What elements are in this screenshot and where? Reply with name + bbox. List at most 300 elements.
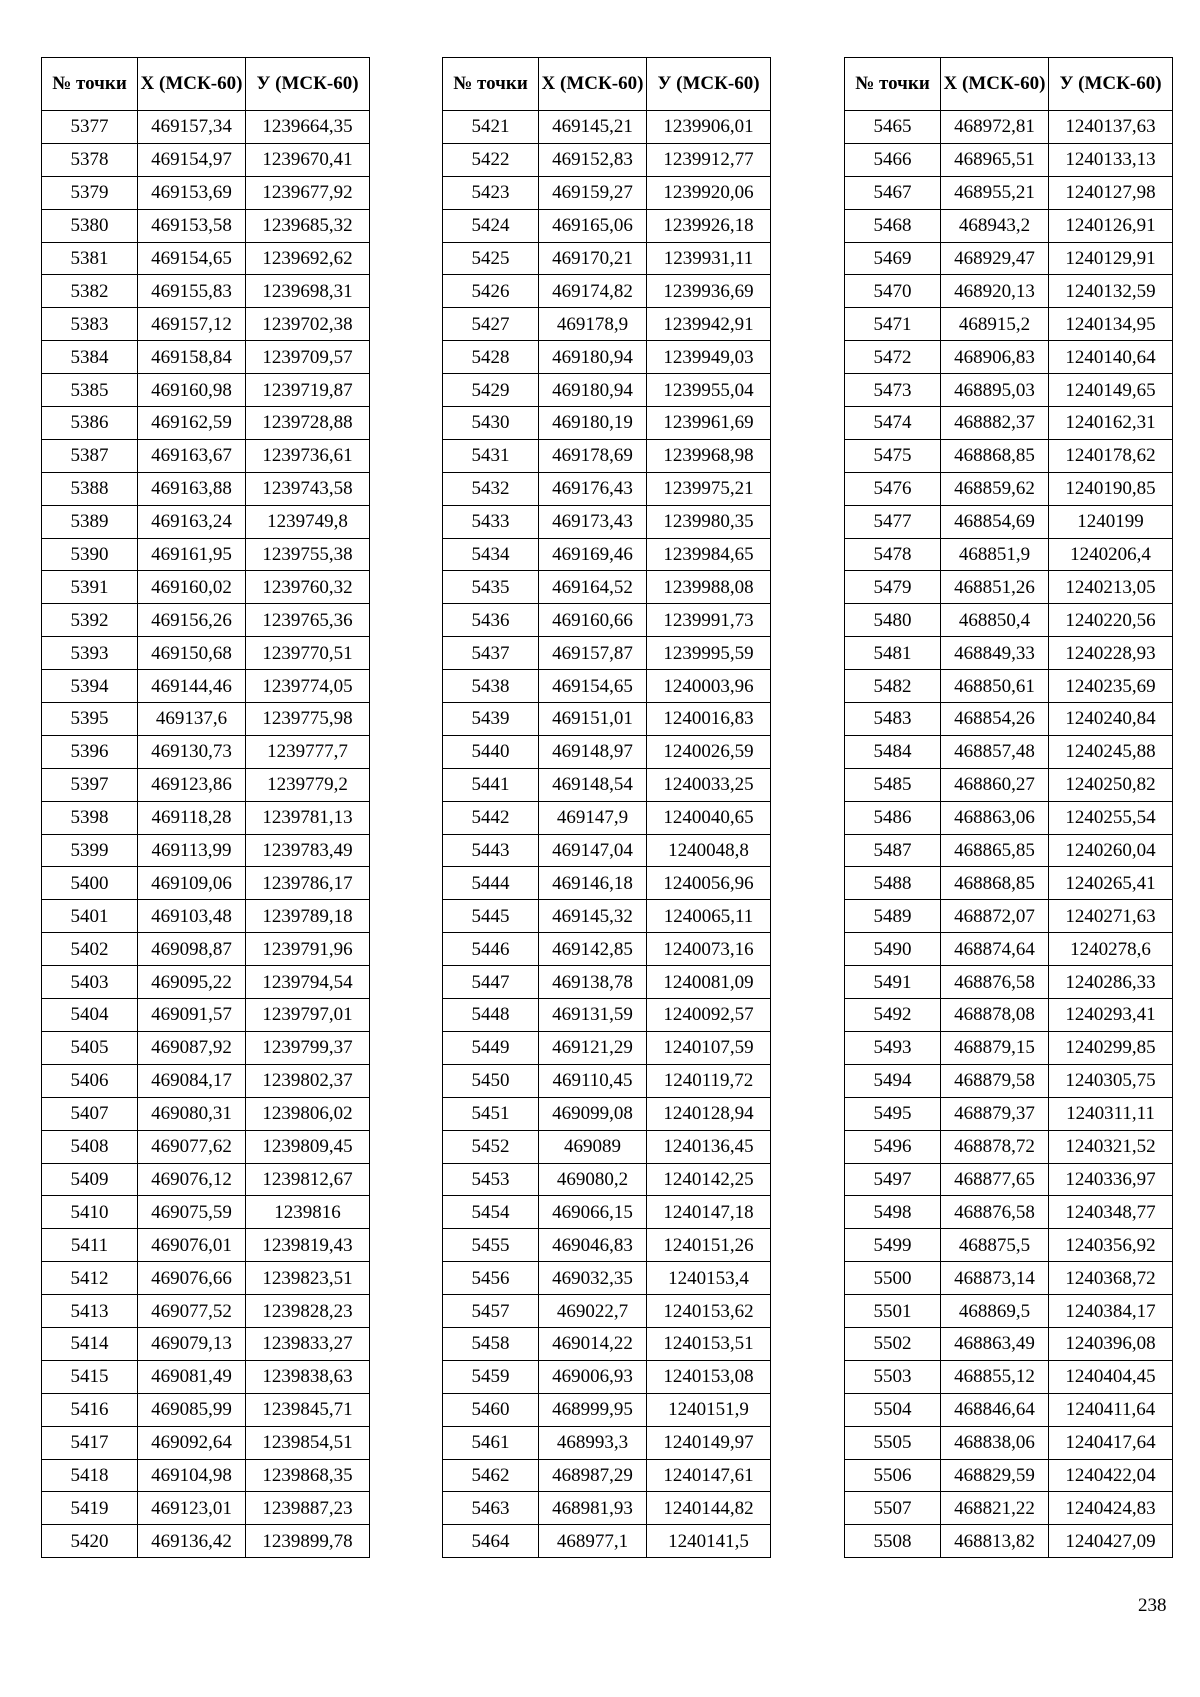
cell-y-coordinate: 1239906,01 — [647, 111, 771, 144]
cell-x-coordinate: 468863,06 — [941, 801, 1049, 834]
cell-y-coordinate: 1239774,05 — [246, 670, 370, 703]
cell-point-number: 5479 — [845, 571, 941, 604]
table-row — [443, 867, 771, 900]
table-row — [443, 1393, 771, 1426]
cell-y-coordinate: 1240132,59 — [1049, 275, 1173, 308]
cell-point-number: 5384 — [42, 341, 138, 374]
cell-x-coordinate: 469180,94 — [539, 374, 647, 407]
cell-point-number: 5476 — [845, 472, 941, 505]
table-row — [443, 933, 771, 966]
cell-x-coordinate: 469080,31 — [138, 1097, 246, 1130]
table-row — [845, 1360, 1173, 1393]
cell-point-number: 5412 — [42, 1262, 138, 1295]
table-row — [42, 1229, 370, 1262]
table-row — [42, 604, 370, 637]
cell-point-number: 5469 — [845, 242, 941, 275]
table-row — [845, 1163, 1173, 1196]
cell-y-coordinate: 1240255,54 — [1049, 801, 1173, 834]
header-y-coordinate: У (МСК-60) — [246, 58, 370, 111]
cell-point-number: 5488 — [845, 867, 941, 900]
cell-point-number: 5444 — [443, 867, 539, 900]
table-row — [845, 1492, 1173, 1525]
cell-y-coordinate: 1239988,08 — [647, 571, 771, 604]
table-row — [845, 834, 1173, 867]
header-point-number: № точки — [443, 58, 539, 111]
cell-x-coordinate: 469092,64 — [138, 1426, 246, 1459]
cell-point-number: 5403 — [42, 966, 138, 999]
cell-y-coordinate: 1239760,32 — [246, 571, 370, 604]
cell-y-coordinate: 1239702,38 — [246, 308, 370, 341]
cell-x-coordinate: 469079,13 — [138, 1327, 246, 1360]
cell-x-coordinate: 468876,58 — [941, 1196, 1049, 1229]
table-row — [443, 1097, 771, 1130]
cell-y-coordinate: 1240003,96 — [647, 670, 771, 703]
table-row — [443, 505, 771, 538]
cell-x-coordinate: 469130,73 — [138, 735, 246, 768]
table-row — [443, 1064, 771, 1097]
table-row — [42, 1196, 370, 1229]
cell-x-coordinate: 469022,7 — [539, 1295, 647, 1328]
cell-point-number: 5493 — [845, 1031, 941, 1064]
cell-x-coordinate: 469154,65 — [539, 670, 647, 703]
table-row — [845, 670, 1173, 703]
cell-x-coordinate: 468999,95 — [539, 1393, 647, 1426]
table-row — [42, 1360, 370, 1393]
cell-point-number: 5418 — [42, 1459, 138, 1492]
table-row — [42, 1295, 370, 1328]
table-row — [443, 1459, 771, 1492]
table-row — [42, 505, 370, 538]
cell-point-number: 5407 — [42, 1097, 138, 1130]
cell-point-number: 5455 — [443, 1229, 539, 1262]
cell-y-coordinate: 1239942,91 — [647, 308, 771, 341]
cell-y-coordinate: 1239786,17 — [246, 867, 370, 900]
cell-x-coordinate: 468955,21 — [941, 176, 1049, 209]
cell-y-coordinate: 1240092,57 — [647, 999, 771, 1032]
cell-x-coordinate: 469148,97 — [539, 735, 647, 768]
cell-y-coordinate: 1240026,59 — [647, 735, 771, 768]
cell-x-coordinate: 469156,26 — [138, 604, 246, 637]
cell-x-coordinate: 469147,9 — [539, 801, 647, 834]
cell-x-coordinate: 468878,72 — [941, 1130, 1049, 1163]
cell-x-coordinate: 468813,82 — [941, 1525, 1049, 1558]
cell-y-coordinate: 1240305,75 — [1049, 1064, 1173, 1097]
cell-y-coordinate: 1239819,43 — [246, 1229, 370, 1262]
cell-y-coordinate: 1239823,51 — [246, 1262, 370, 1295]
cell-x-coordinate: 468821,22 — [941, 1492, 1049, 1525]
table-row — [443, 571, 771, 604]
coordinates-table-2 — [442, 57, 771, 1558]
cell-point-number: 5498 — [845, 1196, 941, 1229]
cell-y-coordinate: 1240396,08 — [1049, 1327, 1173, 1360]
cell-y-coordinate: 1239664,35 — [246, 111, 370, 144]
cell-y-coordinate: 1239677,92 — [246, 176, 370, 209]
cell-x-coordinate: 469121,29 — [539, 1031, 647, 1064]
coordinates-table-1 — [41, 57, 370, 1558]
cell-x-coordinate: 469160,02 — [138, 571, 246, 604]
cell-x-coordinate: 469091,57 — [138, 999, 246, 1032]
cell-y-coordinate: 1239833,27 — [246, 1327, 370, 1360]
cell-x-coordinate: 468906,83 — [941, 341, 1049, 374]
cell-point-number: 5495 — [845, 1097, 941, 1130]
table-row — [42, 1459, 370, 1492]
table-row — [845, 111, 1173, 144]
cell-x-coordinate: 469180,94 — [539, 341, 647, 374]
cell-point-number: 5409 — [42, 1163, 138, 1196]
cell-x-coordinate: 468865,85 — [941, 834, 1049, 867]
table-row — [42, 801, 370, 834]
cell-x-coordinate: 468882,37 — [941, 407, 1049, 440]
table-row — [443, 703, 771, 736]
cell-y-coordinate: 1240065,11 — [647, 900, 771, 933]
cell-x-coordinate: 468876,58 — [941, 966, 1049, 999]
table-row — [845, 439, 1173, 472]
cell-point-number: 5474 — [845, 407, 941, 440]
cell-x-coordinate: 469118,28 — [138, 801, 246, 834]
cell-y-coordinate: 1240016,83 — [647, 703, 771, 736]
cell-point-number: 5463 — [443, 1492, 539, 1525]
cell-point-number: 5468 — [845, 209, 941, 242]
cell-x-coordinate: 469180,19 — [539, 407, 647, 440]
cell-x-coordinate: 469159,27 — [539, 176, 647, 209]
cell-y-coordinate: 1239899,78 — [246, 1525, 370, 1558]
table-row — [42, 867, 370, 900]
table-row — [845, 176, 1173, 209]
cell-point-number: 5502 — [845, 1327, 941, 1360]
cell-y-coordinate: 1239779,2 — [246, 768, 370, 801]
table-row — [845, 308, 1173, 341]
cell-y-coordinate: 1239975,21 — [647, 472, 771, 505]
cell-x-coordinate: 469148,54 — [539, 768, 647, 801]
table-row — [443, 472, 771, 505]
table-row — [42, 1130, 370, 1163]
cell-point-number: 5400 — [42, 867, 138, 900]
cell-x-coordinate: 468855,12 — [941, 1360, 1049, 1393]
cell-point-number: 5379 — [42, 176, 138, 209]
cell-x-coordinate: 469170,21 — [539, 242, 647, 275]
cell-y-coordinate: 1240128,94 — [647, 1097, 771, 1130]
cell-point-number: 5459 — [443, 1360, 539, 1393]
cell-point-number: 5387 — [42, 439, 138, 472]
cell-point-number: 5484 — [845, 735, 941, 768]
cell-y-coordinate: 1239783,49 — [246, 834, 370, 867]
cell-y-coordinate: 1240140,64 — [1049, 341, 1173, 374]
cell-point-number: 5501 — [845, 1295, 941, 1328]
cell-y-coordinate: 1239775,98 — [246, 703, 370, 736]
cell-y-coordinate: 1239692,62 — [246, 242, 370, 275]
cell-point-number: 5419 — [42, 1492, 138, 1525]
table-row — [845, 1097, 1173, 1130]
cell-x-coordinate: 468874,64 — [941, 933, 1049, 966]
cell-point-number: 5449 — [443, 1031, 539, 1064]
table-row — [845, 867, 1173, 900]
cell-x-coordinate: 468877,65 — [941, 1163, 1049, 1196]
cell-y-coordinate: 1239743,58 — [246, 472, 370, 505]
cell-x-coordinate: 469161,95 — [138, 538, 246, 571]
cell-x-coordinate: 469151,01 — [539, 703, 647, 736]
table-row — [42, 834, 370, 867]
cell-y-coordinate: 1240348,77 — [1049, 1196, 1173, 1229]
cell-x-coordinate: 469089 — [539, 1130, 647, 1163]
cell-point-number: 5467 — [845, 176, 941, 209]
table-row — [845, 571, 1173, 604]
cell-x-coordinate: 469077,62 — [138, 1130, 246, 1163]
cell-y-coordinate: 1239719,87 — [246, 374, 370, 407]
cell-point-number: 5433 — [443, 505, 539, 538]
table-header-row — [845, 58, 1173, 111]
header-x-coordinate: Х (МСК-60) — [138, 58, 246, 111]
cell-x-coordinate: 469109,06 — [138, 867, 246, 900]
table-header-row — [443, 58, 771, 111]
cell-y-coordinate: 1240271,63 — [1049, 900, 1173, 933]
cell-x-coordinate: 468987,29 — [539, 1459, 647, 1492]
cell-x-coordinate: 469176,43 — [539, 472, 647, 505]
cell-x-coordinate: 468846,64 — [941, 1393, 1049, 1426]
cell-y-coordinate: 1240245,88 — [1049, 735, 1173, 768]
cell-y-coordinate: 1240424,83 — [1049, 1492, 1173, 1525]
table-row — [42, 1426, 370, 1459]
table-row — [845, 472, 1173, 505]
coordinates-table-3 — [844, 57, 1173, 1558]
table-row — [845, 242, 1173, 275]
cell-x-coordinate: 468872,07 — [941, 900, 1049, 933]
cell-point-number: 5440 — [443, 735, 539, 768]
cell-point-number: 5396 — [42, 735, 138, 768]
cell-y-coordinate: 1240384,17 — [1049, 1295, 1173, 1328]
cell-point-number: 5392 — [42, 604, 138, 637]
cell-y-coordinate: 1240033,25 — [647, 768, 771, 801]
cell-y-coordinate: 1240311,11 — [1049, 1097, 1173, 1130]
table-row — [42, 966, 370, 999]
cell-y-coordinate: 1239887,23 — [246, 1492, 370, 1525]
cell-x-coordinate: 469145,21 — [539, 111, 647, 144]
cell-y-coordinate: 1240417,64 — [1049, 1426, 1173, 1459]
cell-point-number: 5431 — [443, 439, 539, 472]
cell-x-coordinate: 468895,03 — [941, 374, 1049, 407]
table-row — [443, 670, 771, 703]
cell-x-coordinate: 469095,22 — [138, 966, 246, 999]
cell-point-number: 5457 — [443, 1295, 539, 1328]
cell-x-coordinate: 468868,85 — [941, 867, 1049, 900]
cell-y-coordinate: 1240153,4 — [647, 1262, 771, 1295]
cell-point-number: 5388 — [42, 472, 138, 505]
cell-x-coordinate: 468977,1 — [539, 1525, 647, 1558]
cell-x-coordinate: 468879,58 — [941, 1064, 1049, 1097]
table-row — [42, 1327, 370, 1360]
cell-x-coordinate: 469075,59 — [138, 1196, 246, 1229]
cell-point-number: 5442 — [443, 801, 539, 834]
cell-point-number: 5445 — [443, 900, 539, 933]
cell-x-coordinate: 468868,85 — [941, 439, 1049, 472]
cell-y-coordinate: 1240404,45 — [1049, 1360, 1173, 1393]
cell-point-number: 5448 — [443, 999, 539, 1032]
cell-point-number: 5434 — [443, 538, 539, 571]
cell-y-coordinate: 1239845,71 — [246, 1393, 370, 1426]
cell-y-coordinate: 1239931,11 — [647, 242, 771, 275]
cell-x-coordinate: 468854,26 — [941, 703, 1049, 736]
cell-point-number: 5508 — [845, 1525, 941, 1558]
table-row — [42, 242, 370, 275]
table-row — [443, 176, 771, 209]
table-row — [443, 966, 771, 999]
table-row — [443, 637, 771, 670]
cell-y-coordinate: 1240293,41 — [1049, 999, 1173, 1032]
cell-x-coordinate: 469046,83 — [539, 1229, 647, 1262]
cell-y-coordinate: 1239809,45 — [246, 1130, 370, 1163]
cell-point-number: 5386 — [42, 407, 138, 440]
cell-x-coordinate: 469085,99 — [138, 1393, 246, 1426]
cell-x-coordinate: 469142,85 — [539, 933, 647, 966]
cell-point-number: 5490 — [845, 933, 941, 966]
table-row — [845, 374, 1173, 407]
table-row — [845, 1262, 1173, 1295]
cell-point-number: 5504 — [845, 1393, 941, 1426]
cell-y-coordinate: 1240206,4 — [1049, 538, 1173, 571]
cell-x-coordinate: 469076,66 — [138, 1262, 246, 1295]
cell-point-number: 5415 — [42, 1360, 138, 1393]
cell-y-coordinate: 1240220,56 — [1049, 604, 1173, 637]
table-row — [42, 1031, 370, 1064]
cell-x-coordinate: 469032,35 — [539, 1262, 647, 1295]
cell-point-number: 5405 — [42, 1031, 138, 1064]
table-row — [443, 1031, 771, 1064]
table-row — [443, 1262, 771, 1295]
cell-y-coordinate: 1239770,51 — [246, 637, 370, 670]
table-row — [42, 703, 370, 736]
cell-y-coordinate: 1239936,69 — [647, 275, 771, 308]
cell-y-coordinate: 1239961,69 — [647, 407, 771, 440]
cell-point-number: 5383 — [42, 308, 138, 341]
table-row — [42, 768, 370, 801]
cell-x-coordinate: 468850,61 — [941, 670, 1049, 703]
table-row — [443, 801, 771, 834]
cell-point-number: 5414 — [42, 1327, 138, 1360]
table-row — [443, 143, 771, 176]
cell-point-number: 5385 — [42, 374, 138, 407]
table-row — [845, 1327, 1173, 1360]
cell-point-number: 5404 — [42, 999, 138, 1032]
table-row — [443, 834, 771, 867]
table-row — [443, 538, 771, 571]
cell-y-coordinate: 1240048,8 — [647, 834, 771, 867]
cell-y-coordinate: 1239777,7 — [246, 735, 370, 768]
cell-x-coordinate: 468860,27 — [941, 768, 1049, 801]
cell-x-coordinate: 469098,87 — [138, 933, 246, 966]
table-row — [443, 341, 771, 374]
cell-point-number: 5452 — [443, 1130, 539, 1163]
cell-point-number: 5391 — [42, 571, 138, 604]
cell-point-number: 5395 — [42, 703, 138, 736]
cell-y-coordinate: 1240265,41 — [1049, 867, 1173, 900]
cell-x-coordinate: 469160,66 — [539, 604, 647, 637]
table-row — [443, 308, 771, 341]
table-row — [42, 1097, 370, 1130]
cell-y-coordinate: 1240422,04 — [1049, 1459, 1173, 1492]
table-row — [42, 933, 370, 966]
cell-x-coordinate: 469154,97 — [138, 143, 246, 176]
table-row — [443, 1130, 771, 1163]
cell-y-coordinate: 1239868,35 — [246, 1459, 370, 1492]
cell-y-coordinate: 1239806,02 — [246, 1097, 370, 1130]
table-row — [845, 1295, 1173, 1328]
cell-y-coordinate: 1239984,65 — [647, 538, 771, 571]
cell-x-coordinate: 468875,5 — [941, 1229, 1049, 1262]
cell-x-coordinate: 468879,37 — [941, 1097, 1049, 1130]
cell-y-coordinate: 1239802,37 — [246, 1064, 370, 1097]
cell-y-coordinate: 1239995,59 — [647, 637, 771, 670]
cell-y-coordinate: 1240073,16 — [647, 933, 771, 966]
cell-x-coordinate: 468869,5 — [941, 1295, 1049, 1328]
cell-x-coordinate: 469155,83 — [138, 275, 246, 308]
cell-point-number: 5458 — [443, 1327, 539, 1360]
table-row — [845, 143, 1173, 176]
table-row — [42, 900, 370, 933]
cell-y-coordinate: 1239854,51 — [246, 1426, 370, 1459]
table-row — [42, 1064, 370, 1097]
table-row — [845, 341, 1173, 374]
table-header-row — [42, 58, 370, 111]
cell-point-number: 5471 — [845, 308, 941, 341]
cell-y-coordinate: 1240136,45 — [647, 1130, 771, 1163]
cell-point-number: 5430 — [443, 407, 539, 440]
cell-y-coordinate: 1240240,84 — [1049, 703, 1173, 736]
cell-x-coordinate: 469144,46 — [138, 670, 246, 703]
cell-point-number: 5480 — [845, 604, 941, 637]
cell-y-coordinate: 1239955,04 — [647, 374, 771, 407]
table-row — [443, 1229, 771, 1262]
table-row — [42, 1262, 370, 1295]
table-row — [42, 999, 370, 1032]
cell-y-coordinate: 1240141,5 — [647, 1525, 771, 1558]
cell-y-coordinate: 1239789,18 — [246, 900, 370, 933]
cell-point-number: 5450 — [443, 1064, 539, 1097]
cell-x-coordinate: 469131,59 — [539, 999, 647, 1032]
cell-point-number: 5485 — [845, 768, 941, 801]
cell-y-coordinate: 1240134,95 — [1049, 308, 1173, 341]
table-row — [443, 407, 771, 440]
table-row — [42, 1525, 370, 1558]
table-row — [443, 1295, 771, 1328]
cell-y-coordinate: 1240178,62 — [1049, 439, 1173, 472]
cell-x-coordinate: 468851,26 — [941, 571, 1049, 604]
cell-x-coordinate: 469152,83 — [539, 143, 647, 176]
cell-x-coordinate: 469163,88 — [138, 472, 246, 505]
cell-y-coordinate: 1239812,67 — [246, 1163, 370, 1196]
cell-x-coordinate: 468981,93 — [539, 1492, 647, 1525]
cell-y-coordinate: 1239920,06 — [647, 176, 771, 209]
cell-x-coordinate: 468929,47 — [941, 242, 1049, 275]
cell-point-number: 5472 — [845, 341, 941, 374]
cell-x-coordinate: 469099,08 — [539, 1097, 647, 1130]
cell-y-coordinate: 1240040,65 — [647, 801, 771, 834]
cell-x-coordinate: 469165,06 — [539, 209, 647, 242]
cell-y-coordinate: 1239991,73 — [647, 604, 771, 637]
cell-point-number: 5413 — [42, 1295, 138, 1328]
cell-point-number: 5399 — [42, 834, 138, 867]
table-row — [443, 1525, 771, 1558]
table-row — [443, 1163, 771, 1196]
cell-x-coordinate: 469178,69 — [539, 439, 647, 472]
cell-y-coordinate: 1240213,05 — [1049, 571, 1173, 604]
cell-y-coordinate: 1239912,77 — [647, 143, 771, 176]
cell-x-coordinate: 468965,51 — [941, 143, 1049, 176]
cell-point-number: 5411 — [42, 1229, 138, 1262]
cell-x-coordinate: 469178,9 — [539, 308, 647, 341]
cell-point-number: 5416 — [42, 1393, 138, 1426]
cell-y-coordinate: 1239685,32 — [246, 209, 370, 242]
cell-x-coordinate: 469157,12 — [138, 308, 246, 341]
table-row — [845, 407, 1173, 440]
